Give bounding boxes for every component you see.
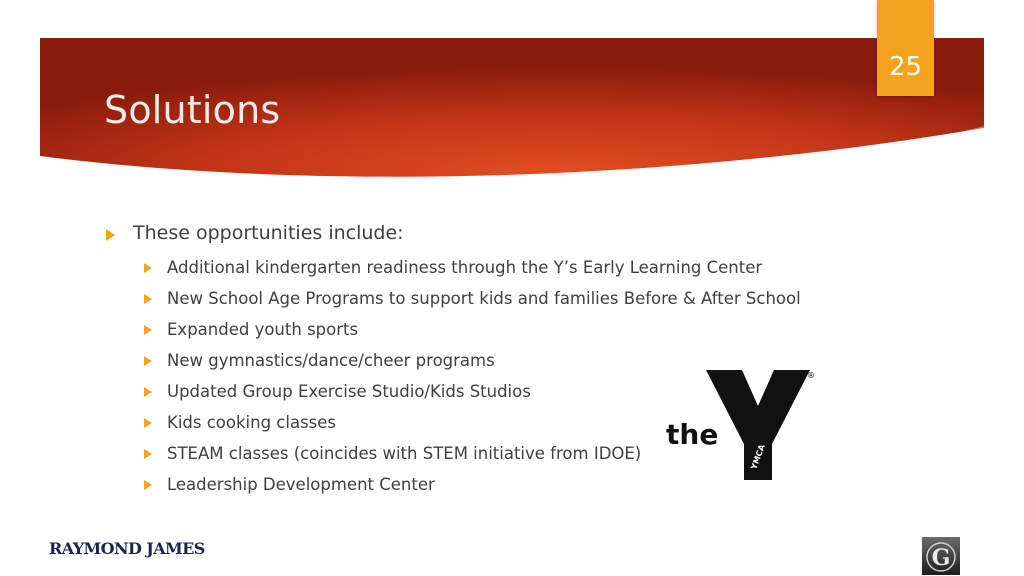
list-item-text: Additional kindergarten readiness through the Y’s Early Learning Center	[167, 258, 763, 277]
ymca-logo	[664, 366, 820, 484]
list-item-text: Expanded youth sports	[167, 320, 359, 339]
list-item-text: New School Age Programs to support kids and families Before & After School	[167, 289, 801, 308]
list-item-text: STEAM classes (coincides with STEM initiative from IDOE)	[167, 444, 642, 463]
list-item-text: Updated Group Exercise Studio/Kids Studios	[167, 382, 531, 401]
slide-title: Solutions	[104, 88, 281, 132]
bullet-arrow-icon	[144, 480, 152, 490]
bullet-arrow-icon	[144, 387, 152, 397]
corner-logo-letter: G	[931, 545, 951, 571]
ymca-logo-vertical: YMCA	[749, 443, 767, 471]
list-item-text: New gymnastics/dance/cheer programs	[167, 351, 495, 370]
list-item-text: Kids cooking classes	[167, 413, 337, 432]
bullet-arrow-icon	[106, 229, 115, 241]
bullet-arrow-icon	[144, 418, 152, 428]
bullet-arrow-icon	[144, 263, 152, 273]
registered-mark: ®	[807, 371, 815, 380]
bullet-arrow-icon	[144, 294, 152, 304]
page-number: 25	[888, 52, 923, 82]
bullet-arrow-icon	[144, 356, 152, 366]
ymca-logo-word: the	[666, 418, 719, 451]
bullet-arrow-icon	[144, 449, 152, 459]
bullet-lead-text: These opportunities include:	[133, 222, 404, 244]
page-number-tab	[877, 0, 934, 96]
list-item-text: Leadership Development Center	[167, 475, 435, 494]
raymond-james-logo: RAYMOND JAMES	[49, 539, 205, 558]
corner-logo	[922, 537, 960, 575]
bullet-arrow-icon	[144, 325, 152, 335]
